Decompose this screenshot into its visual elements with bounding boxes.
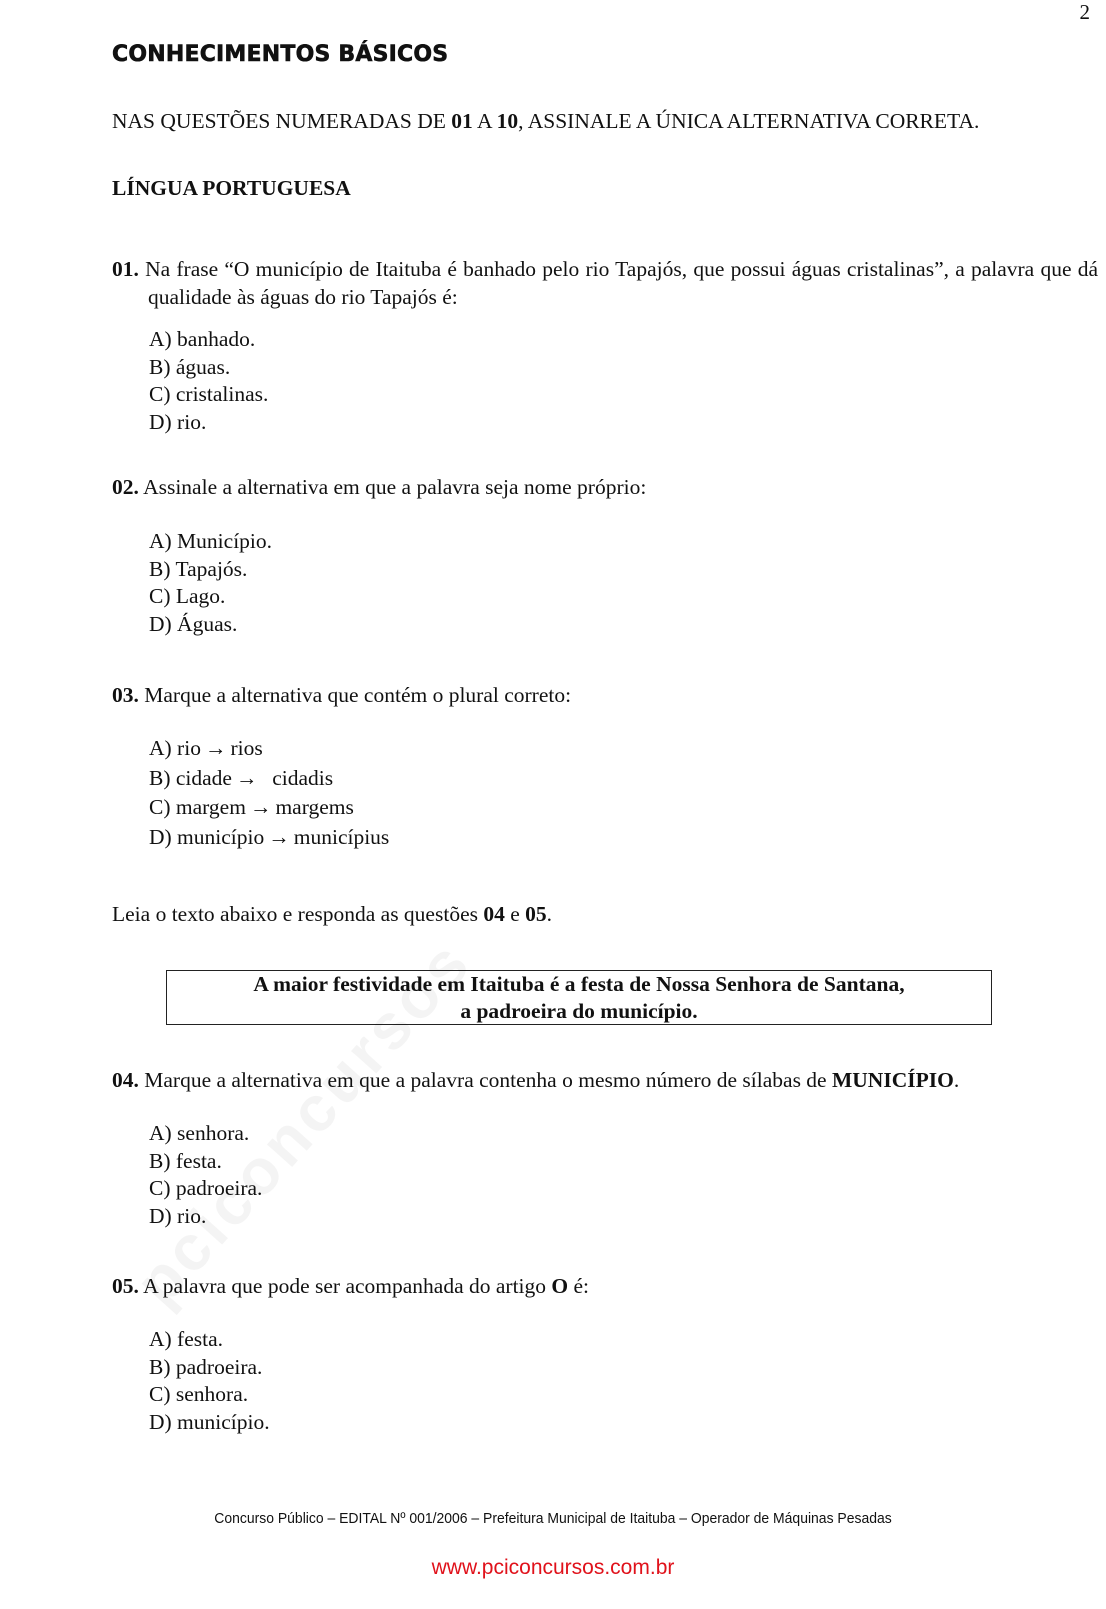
quote-box bbox=[166, 970, 992, 1025]
question-03-options bbox=[149, 734, 389, 852]
footer: Concurso Público – EDITAL Nº 001/2006 – Prefeitura Municipal de Itaituba – Operador de Máquinas Pesadas bbox=[214, 1510, 892, 1527]
read-part3: . bbox=[546, 902, 553, 926]
option-c: C) padroeira. bbox=[149, 1176, 263, 1200]
option-d: D) rio. bbox=[149, 1203, 207, 1228]
question-01-options bbox=[149, 326, 268, 436]
option-d bbox=[149, 823, 389, 853]
option-d: D) rio. bbox=[149, 409, 207, 434]
option-label: A) rio bbox=[149, 736, 201, 760]
instruction-part1: NAS QUESTÕES NUMERADAS DE bbox=[112, 109, 452, 133]
option-d: D) município. bbox=[149, 1409, 270, 1434]
option-label: D) município bbox=[149, 824, 265, 849]
arrow-icon: → bbox=[268, 824, 290, 849]
read-q2: 05 bbox=[525, 902, 547, 926]
question-text-end: . bbox=[953, 1068, 960, 1092]
question-05-options bbox=[149, 1326, 270, 1436]
option-result: margems bbox=[275, 795, 354, 819]
subject-title: LÍNGUA PORTUGUESA bbox=[112, 176, 351, 200]
quote-line-1: A maior festividade em Itaituba é a festa de Nossa Senhora de Santana, bbox=[253, 972, 905, 996]
arrow-icon: → bbox=[204, 736, 227, 760]
section-title: CONHECIMENTOS BÁSICOS bbox=[112, 42, 449, 67]
question-02-options bbox=[149, 528, 272, 638]
option-d: D) Águas. bbox=[149, 611, 238, 636]
quote-line-2: a padroeira do município. bbox=[460, 999, 698, 1023]
question-text-end: é: bbox=[568, 1274, 590, 1298]
question-05-stem bbox=[112, 1272, 1098, 1300]
read-part2: e bbox=[504, 902, 526, 926]
question-number: 02. bbox=[112, 475, 139, 499]
option-c: C) senhora. bbox=[149, 1382, 249, 1406]
read-part1: Leia o texto abaixo e responda as questões bbox=[112, 902, 484, 926]
instruction-part2: A bbox=[472, 109, 497, 133]
option-result: municípius bbox=[293, 824, 390, 849]
question-01-stem bbox=[112, 255, 1098, 311]
question-text: Marque a alternativa em que a palavra contenha o mesmo número de sílabas de bbox=[138, 1068, 832, 1092]
option-a: A) banhado. bbox=[149, 327, 256, 351]
question-text: Marque a alternativa que contém o plural correto: bbox=[138, 683, 572, 707]
option-a: A) Município. bbox=[149, 529, 273, 553]
question-number: 04. bbox=[112, 1068, 139, 1092]
question-emphasis: MUNICÍPIO bbox=[831, 1068, 954, 1092]
option-b: B) águas. bbox=[149, 354, 231, 379]
question-text: A palavra que pode ser acompanhada do artigo bbox=[138, 1274, 552, 1298]
read-q1: 04 bbox=[483, 902, 505, 926]
option-b: B) Tapajós. bbox=[149, 556, 248, 581]
instruction-to: 10 bbox=[496, 109, 519, 133]
site-link[interactable]: www.pciconcursos.com.br bbox=[431, 1556, 675, 1579]
question-number: 03. bbox=[112, 683, 139, 707]
question-02-stem bbox=[112, 473, 1098, 501]
page-number: 2 bbox=[1079, 0, 1090, 24]
instruction-text bbox=[112, 109, 979, 134]
question-emphasis: O bbox=[551, 1274, 569, 1298]
question-03-stem bbox=[112, 681, 1098, 709]
instruction-from: 01 bbox=[451, 109, 473, 133]
question-text: Na frase “O município de Itaituba é banhado pelo rio Tapajós, que possui águas cristalinas”, a palavra que dá qualidade às águas do rio Tapajós é: bbox=[138, 257, 1098, 309]
arrow-icon: → bbox=[249, 795, 272, 819]
instruction-part3: , ASSINALE A ÚNICA ALTERNATIVA CORRETA. bbox=[518, 109, 980, 133]
option-b: B) padroeira. bbox=[149, 1354, 263, 1379]
question-number: 01. bbox=[112, 257, 139, 281]
arrow-icon: → bbox=[235, 765, 258, 790]
option-a: A) senhora. bbox=[149, 1121, 250, 1145]
question-number: 05. bbox=[112, 1274, 139, 1298]
option-c: C) cristalinas. bbox=[149, 382, 269, 406]
question-04-stem bbox=[112, 1066, 1098, 1094]
option-label: C) margem bbox=[149, 795, 246, 819]
option-a bbox=[149, 734, 389, 764]
option-result: rios bbox=[230, 736, 263, 760]
option-c: C) Lago. bbox=[149, 584, 226, 608]
option-a: A) festa. bbox=[149, 1327, 224, 1351]
option-b bbox=[149, 764, 389, 794]
option-label: B) cidade bbox=[149, 765, 232, 790]
option-c bbox=[149, 793, 389, 823]
question-text: Assinale a alternativa em que a palavra seja nome próprio: bbox=[138, 475, 647, 499]
read-instruction bbox=[112, 902, 552, 927]
option-b: B) festa. bbox=[149, 1148, 222, 1173]
option-result: cidadis bbox=[261, 765, 334, 790]
